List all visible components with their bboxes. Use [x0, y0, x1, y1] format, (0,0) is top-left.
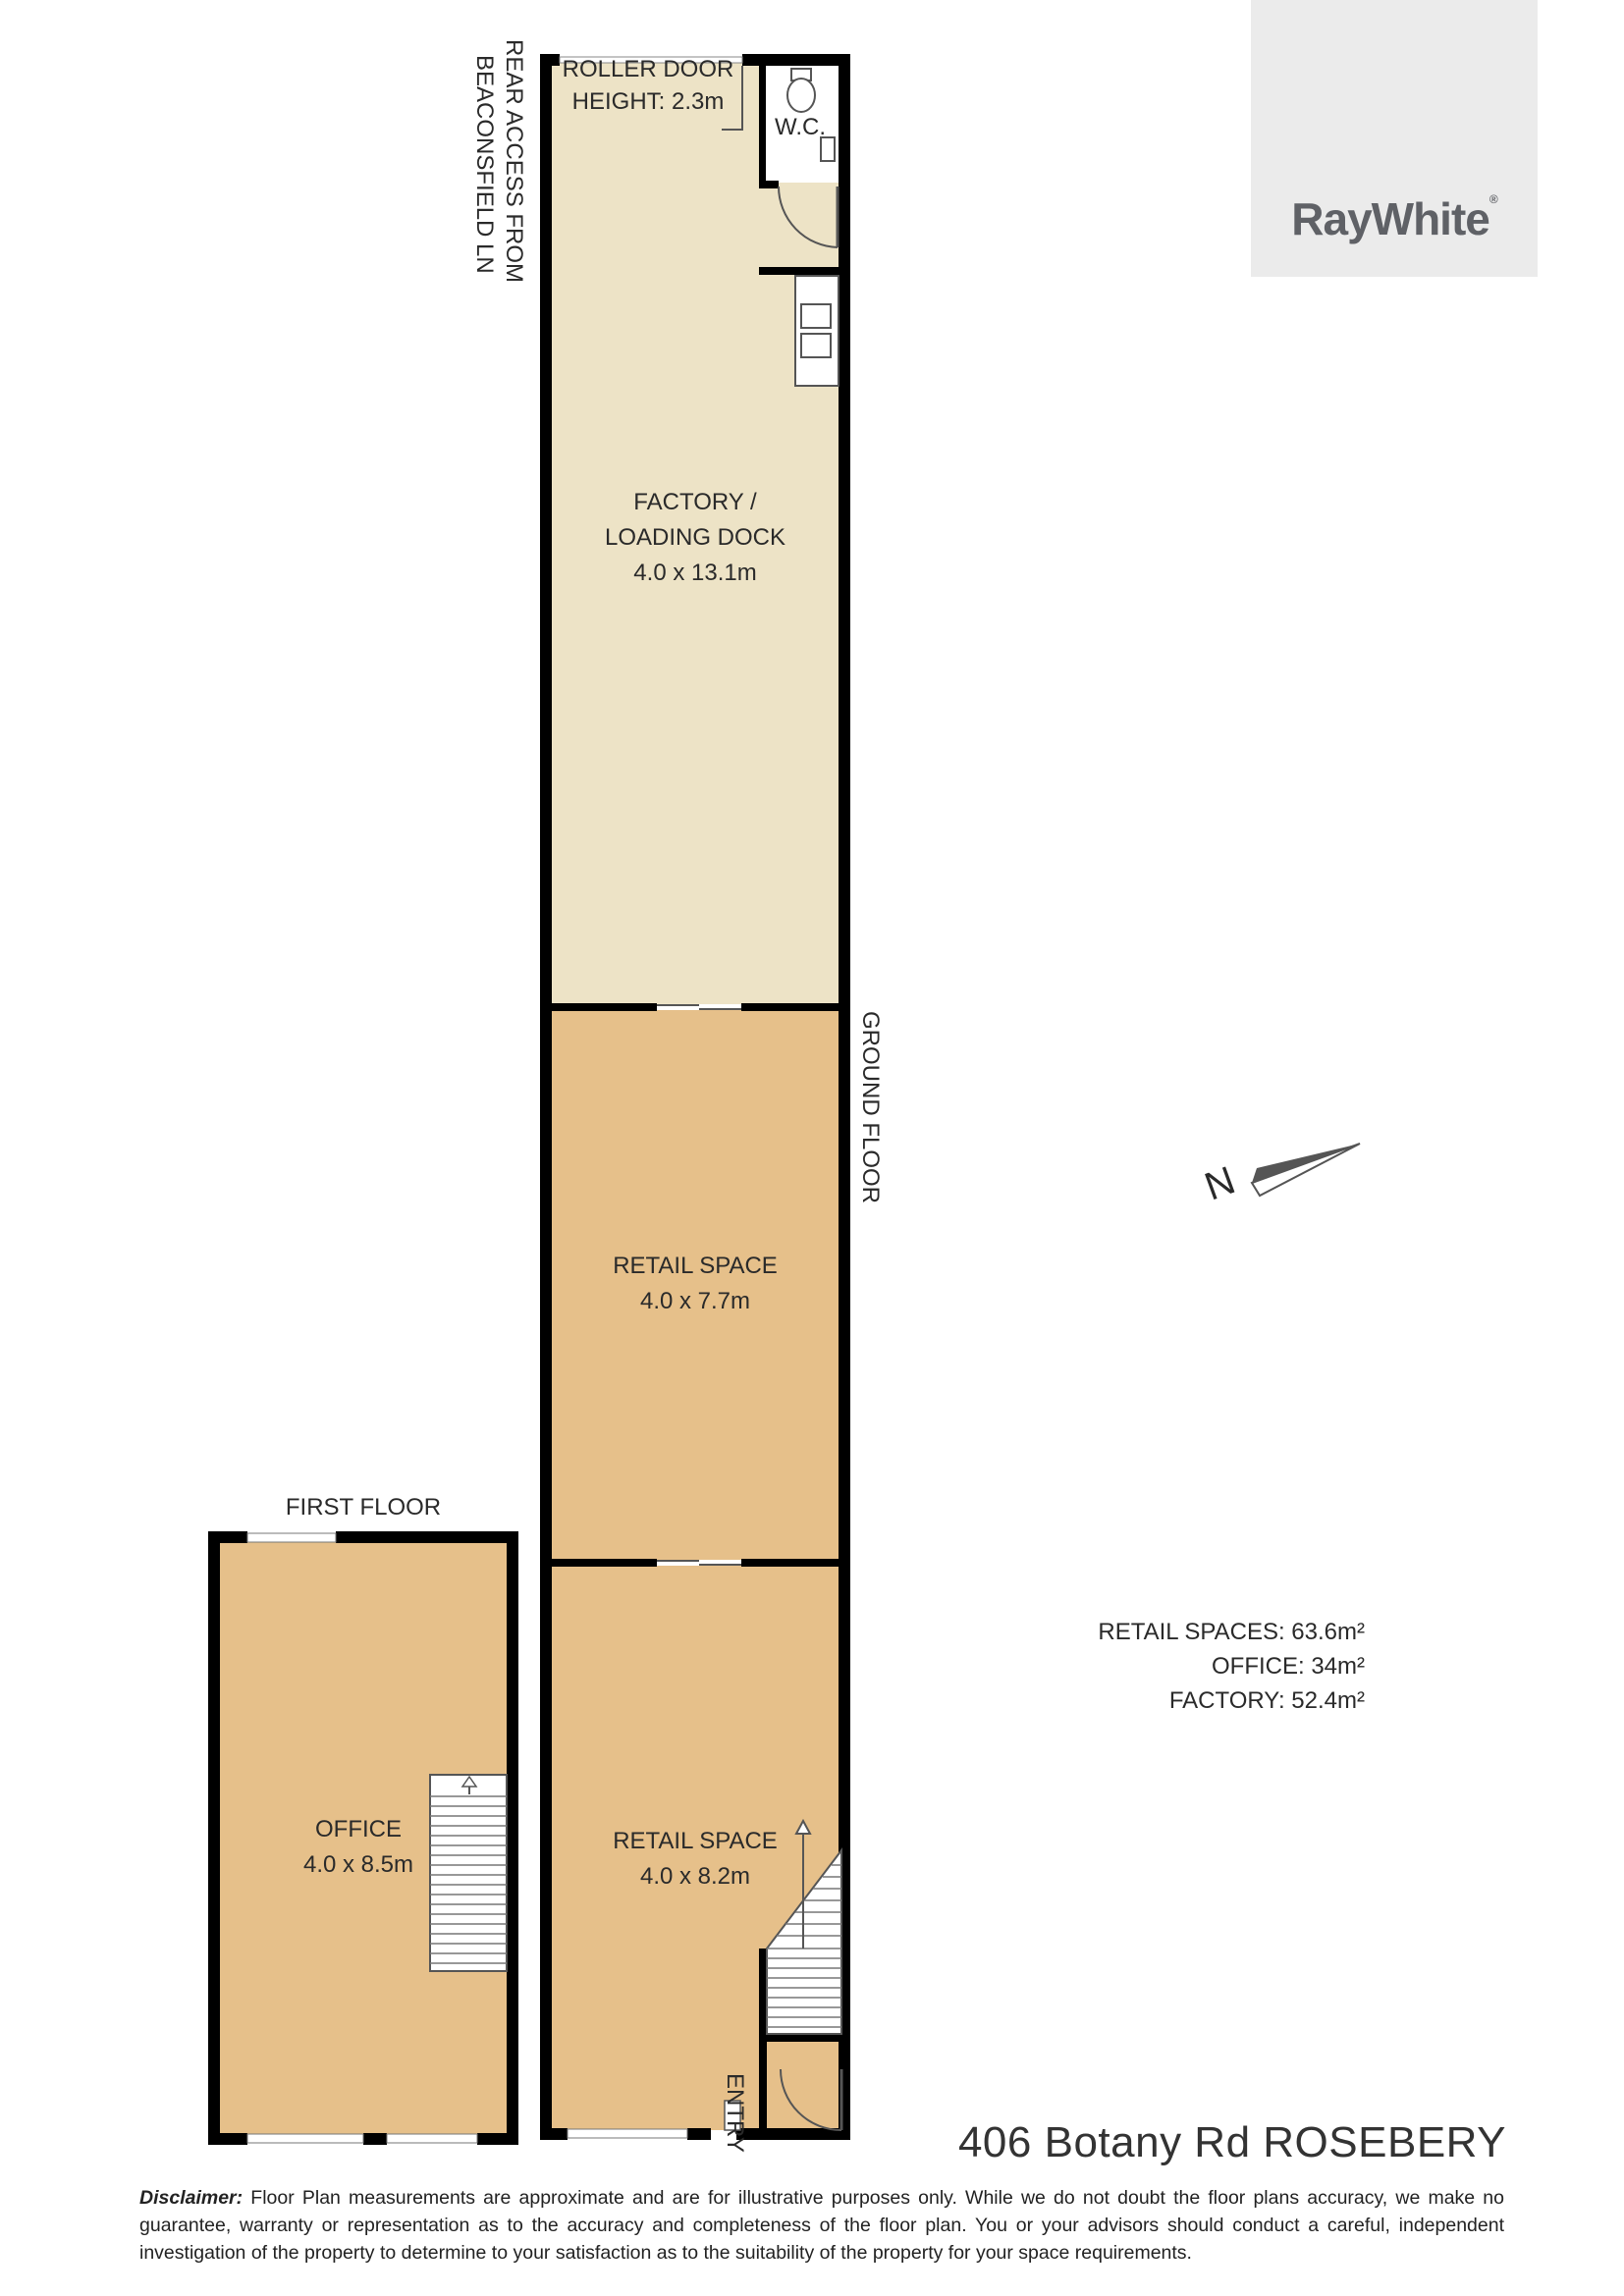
roller-door-label — [560, 53, 736, 118]
north-arrow-icon — [1252, 1144, 1360, 1196]
office-window-top — [247, 1533, 336, 1542]
area-factory: FACTORY: 52.4m² — [1168, 1687, 1365, 1714]
wc-label: W.C. — [775, 114, 826, 140]
area-retail: RETAIL SPACES: 63.6m² — [1098, 1619, 1365, 1645]
retail-upper-name: RETAIL SPACE — [613, 1253, 778, 1279]
first-floor-label: FIRST FLOOR — [285, 1494, 442, 1521]
retail-upper-dimensions: 4.0 x 7.7m — [639, 1288, 751, 1314]
rear-access-label-line2: BEACONSFIELD LN — [471, 55, 498, 274]
office-label — [255, 1812, 461, 1883]
factory-label — [549, 485, 841, 591]
disclaimer-text: Floor Plan measurements are approximate and are for illustrative purposes only. While we do not doubt the floor plans accuracy, we make no guarantee, warranty or representation as to the accuracy and completeness of the floor plan. You or your advisors should conduct a careful, independent investigation of the property to determine to your satisfaction as to the suitability of the property for your space requirements. — [139, 2187, 1504, 2264]
office-window-bottom-right — [387, 2134, 477, 2143]
entry-label: ENTRY — [722, 2073, 748, 2153]
brand-registered-mark: ® — [1489, 192, 1497, 206]
retail-lower-name: RETAIL SPACE — [613, 1828, 778, 1854]
office-window-bottom-left — [247, 2134, 363, 2143]
retail-upper-label — [549, 1249, 841, 1319]
factory-name-line2: LOADING DOCK — [604, 524, 786, 551]
retail-lower-dimensions: 4.0 x 8.2m — [639, 1863, 751, 1890]
toilet-icon — [787, 69, 815, 112]
disclaimer — [139, 2184, 1504, 2267]
ground-floor-label: GROUND FLOOR — [857, 1011, 884, 1204]
front-window — [568, 2129, 687, 2138]
retail-lower-label — [549, 1824, 841, 1895]
factory-dimensions: 4.0 x 13.1m — [633, 560, 757, 586]
roller-door-line2: HEIGHT: 2.3m — [571, 88, 725, 115]
sink-icon — [795, 276, 839, 386]
office-name: OFFICE — [315, 1816, 402, 1842]
factory-name-line1: FACTORY / — [633, 489, 757, 515]
rear-access-label-line1: REAR ACCESS FROM — [501, 39, 527, 284]
office-dimensions: 4.0 x 8.5m — [302, 1851, 414, 1878]
roller-door-line1: ROLLER DOOR — [562, 56, 734, 82]
brand-name: RayWhite — [1291, 193, 1489, 244]
sliding-door-upper — [657, 1004, 741, 1010]
sliding-door-lower — [657, 1560, 741, 1566]
compass-north-label: N — [1199, 1158, 1241, 1209]
area-summary — [1041, 1615, 1365, 1718]
property-address: 406 Botany Rd ROSEBERY — [957, 2118, 1506, 2166]
area-office: OFFICE: 34m² — [1211, 1653, 1365, 1680]
disclaimer-label: Disclaimer: — [139, 2187, 244, 2209]
